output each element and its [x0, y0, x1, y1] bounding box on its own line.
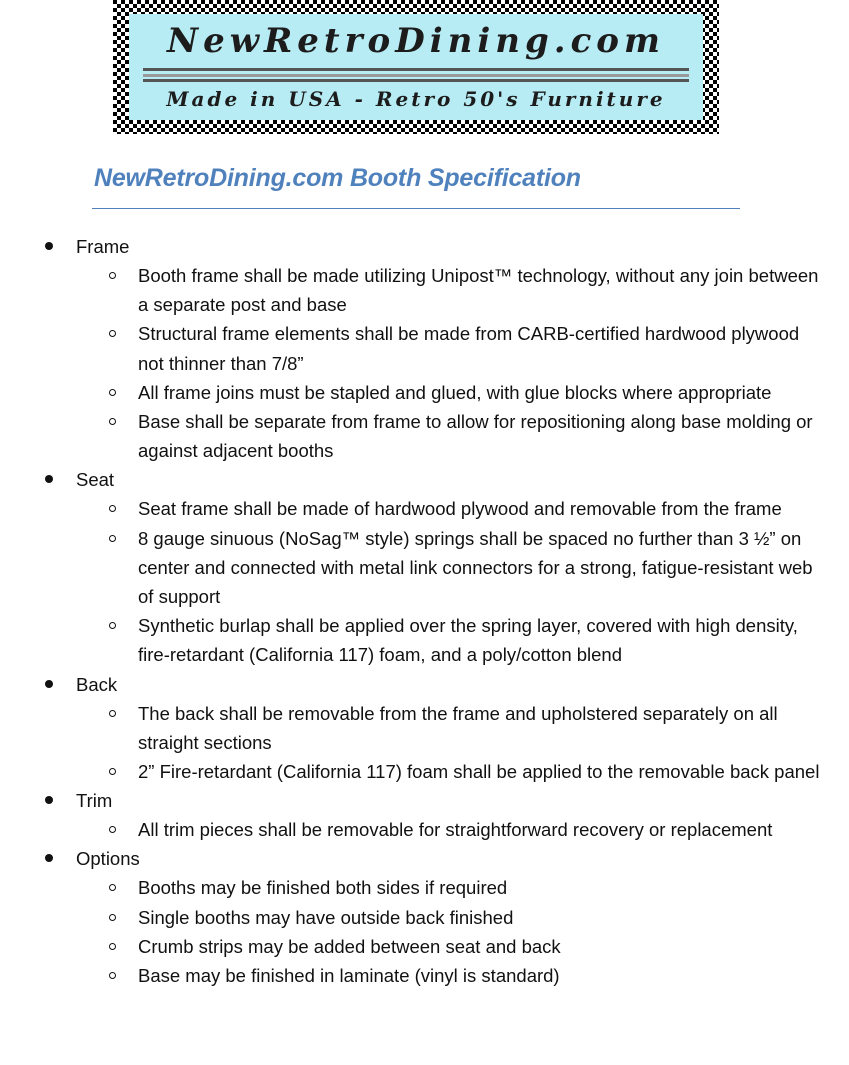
list-item [0, 261, 849, 319]
circle-bullet-icon [109, 710, 116, 717]
section-heading [0, 232, 849, 261]
list-item [0, 757, 849, 786]
list-item [0, 961, 849, 990]
logo-divider [143, 74, 689, 77]
sub-list [0, 873, 849, 990]
list-item [0, 699, 849, 757]
logo-banner [113, 0, 719, 134]
bullet-icon [45, 796, 53, 804]
list-item [0, 524, 849, 612]
section-label: Options [76, 848, 140, 870]
sub-list [0, 261, 849, 465]
list-item-text: 8 gauge sinuous (NoSag™ style) springs shall be spaced no further than 3 ½” on center and connected with metal link connectors for a strong, fatigue-resistant web of support [138, 527, 813, 608]
list-item-text: Structural frame elements shall be made from CARB-certified hardwood plywood not thinner than 7/8” [138, 323, 800, 374]
list-item [0, 611, 849, 669]
list-item-text: Crumb strips may be added between seat and back [138, 935, 561, 957]
circle-bullet-icon [109, 272, 116, 279]
circle-bullet-icon [109, 535, 116, 542]
section-heading [0, 670, 849, 699]
sub-list [0, 494, 849, 669]
list-item-text: All frame joins must be stapled and glued, with glue blocks where appropriate [138, 381, 772, 403]
sub-list [0, 699, 849, 787]
section-heading [0, 465, 849, 494]
list-item-text: Booths may be finished both sides if required [138, 877, 508, 899]
circle-bullet-icon [109, 826, 116, 833]
circle-bullet-icon [109, 768, 116, 775]
section-label: Back [76, 673, 118, 695]
logo-tagline: Made in USA - Retro 50's Furniture [166, 87, 666, 111]
list-item-text: 2” Fire-retardant (California 117) foam shall be applied to the removable back panel [138, 761, 820, 783]
list-item [0, 407, 849, 465]
title-underline [92, 208, 740, 209]
bullet-icon [45, 242, 53, 250]
circle-bullet-icon [109, 622, 116, 629]
circle-bullet-icon [109, 505, 116, 512]
section-back [0, 670, 849, 787]
logo-divider [143, 79, 689, 82]
circle-bullet-icon [109, 884, 116, 891]
list-item [0, 873, 849, 902]
list-item [0, 378, 849, 407]
circle-bullet-icon [109, 972, 116, 979]
list-item-text: All trim pieces shall be removable for straightforward recovery or replacement [138, 819, 773, 841]
list-item-text: Seat frame shall be made of hardwood plywood and removable from the frame [138, 498, 782, 520]
list-item-text: The back shall be removable from the frame and upholstered separately on all straight sections [138, 702, 778, 753]
circle-bullet-icon [109, 418, 116, 425]
section-frame [0, 232, 849, 465]
bullet-icon [45, 680, 53, 688]
circle-bullet-icon [109, 330, 116, 337]
list-item [0, 903, 849, 932]
logo-site-name: NewRetroDining.com [167, 21, 665, 61]
section-heading [0, 844, 849, 873]
circle-bullet-icon [109, 943, 116, 950]
bullet-icon [45, 854, 53, 862]
list-item-text: Base shall be separate from frame to allow for repositioning along base molding or against adjacent booths [138, 411, 813, 462]
circle-bullet-icon [109, 389, 116, 396]
section-label: Seat [76, 469, 115, 491]
list-item [0, 319, 849, 377]
logo-panel [129, 14, 703, 120]
list-item-text: Base may be finished in laminate (vinyl is standard) [138, 965, 560, 987]
list-item-text: Synthetic burlap shall be applied over the spring layer, covered with high density, fire-retardant (California 117) foam, and a poly/cotton blend [138, 615, 798, 666]
section-seat [0, 465, 849, 669]
list-item [0, 494, 849, 523]
list-item-text: Booth frame shall be made utilizing Unipost™ technology, without any join between a separate post and base [138, 265, 819, 316]
section-label: Frame [76, 236, 130, 257]
circle-bullet-icon [109, 914, 116, 921]
page-title: NewRetroDining.com Booth Specification [94, 164, 581, 192]
section-label: Trim [76, 790, 113, 812]
list-item-text: Single booths may have outside back finished [138, 906, 514, 928]
section-heading [0, 786, 849, 815]
list-item [0, 815, 849, 844]
bullet-icon [45, 475, 53, 483]
logo-divider [143, 68, 689, 71]
sub-list [0, 815, 849, 844]
specification-list [0, 232, 849, 990]
section-options [0, 844, 849, 990]
section-trim [0, 786, 849, 844]
list-item [0, 932, 849, 961]
